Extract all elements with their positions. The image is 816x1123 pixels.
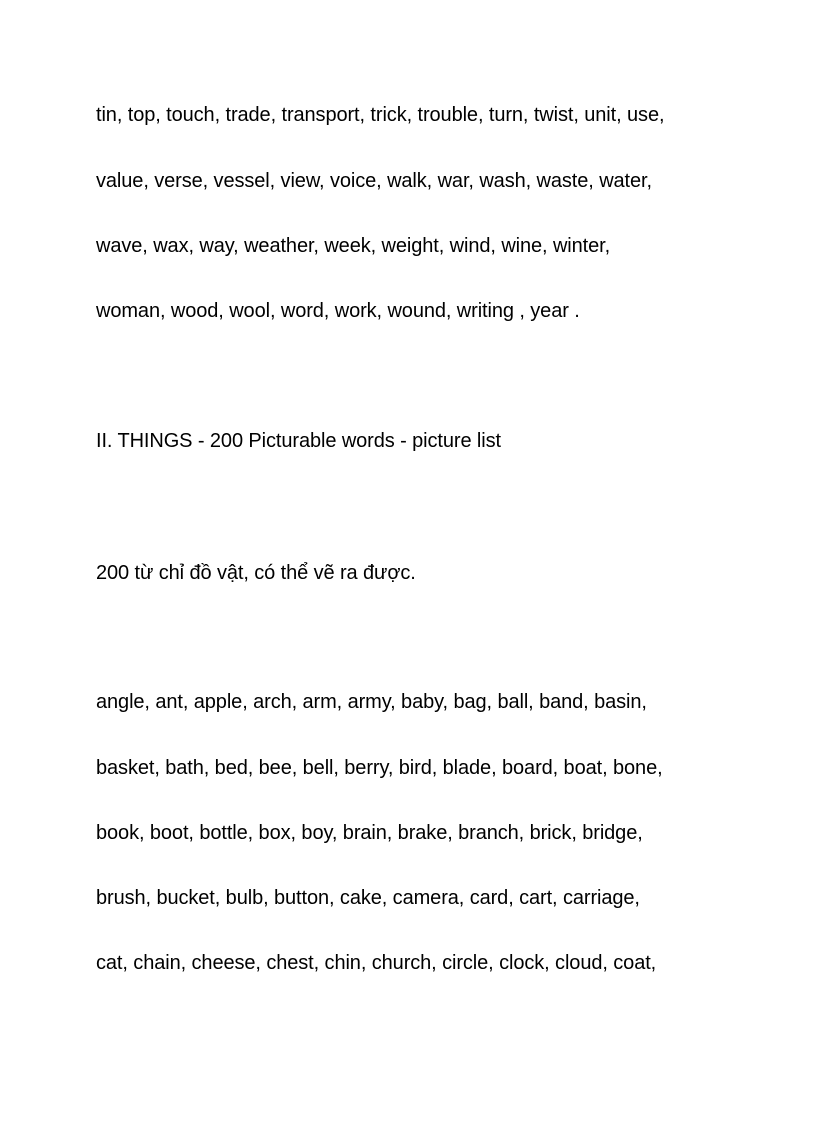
section-subheading: 200 từ chỉ đồ vật, có thể vẽ ra được. — [96, 562, 416, 584]
word-list-line: woman, wood, wool, word, work, wound, writing , year . — [96, 300, 580, 322]
word-list-line: book, boot, bottle, box, boy, brain, brake, branch, brick, bridge, — [96, 822, 643, 844]
section-heading: II. THINGS - 200 Picturable words - picture list — [96, 430, 501, 452]
word-list-line: cat, chain, cheese, chest, chin, church, circle, clock, cloud, coat, — [96, 952, 657, 974]
word-list-line: value, verse, vessel, view, voice, walk, war, wash, waste, water, — [96, 170, 652, 192]
word-list-line: tin, top, touch, trade, transport, trick, trouble, turn, twist, unit, use, — [96, 104, 665, 126]
word-list-line: basket, bath, bed, bee, bell, berry, bird, blade, board, boat, bone, — [96, 757, 663, 779]
word-list-line: angle, ant, apple, arch, arm, army, baby, bag, ball, band, basin, — [96, 691, 647, 713]
word-list-line: wave, wax, way, weather, week, weight, wind, wine, winter, — [96, 235, 611, 257]
word-list-line: brush, bucket, bulb, button, cake, camera, card, cart, carriage, — [96, 887, 640, 909]
